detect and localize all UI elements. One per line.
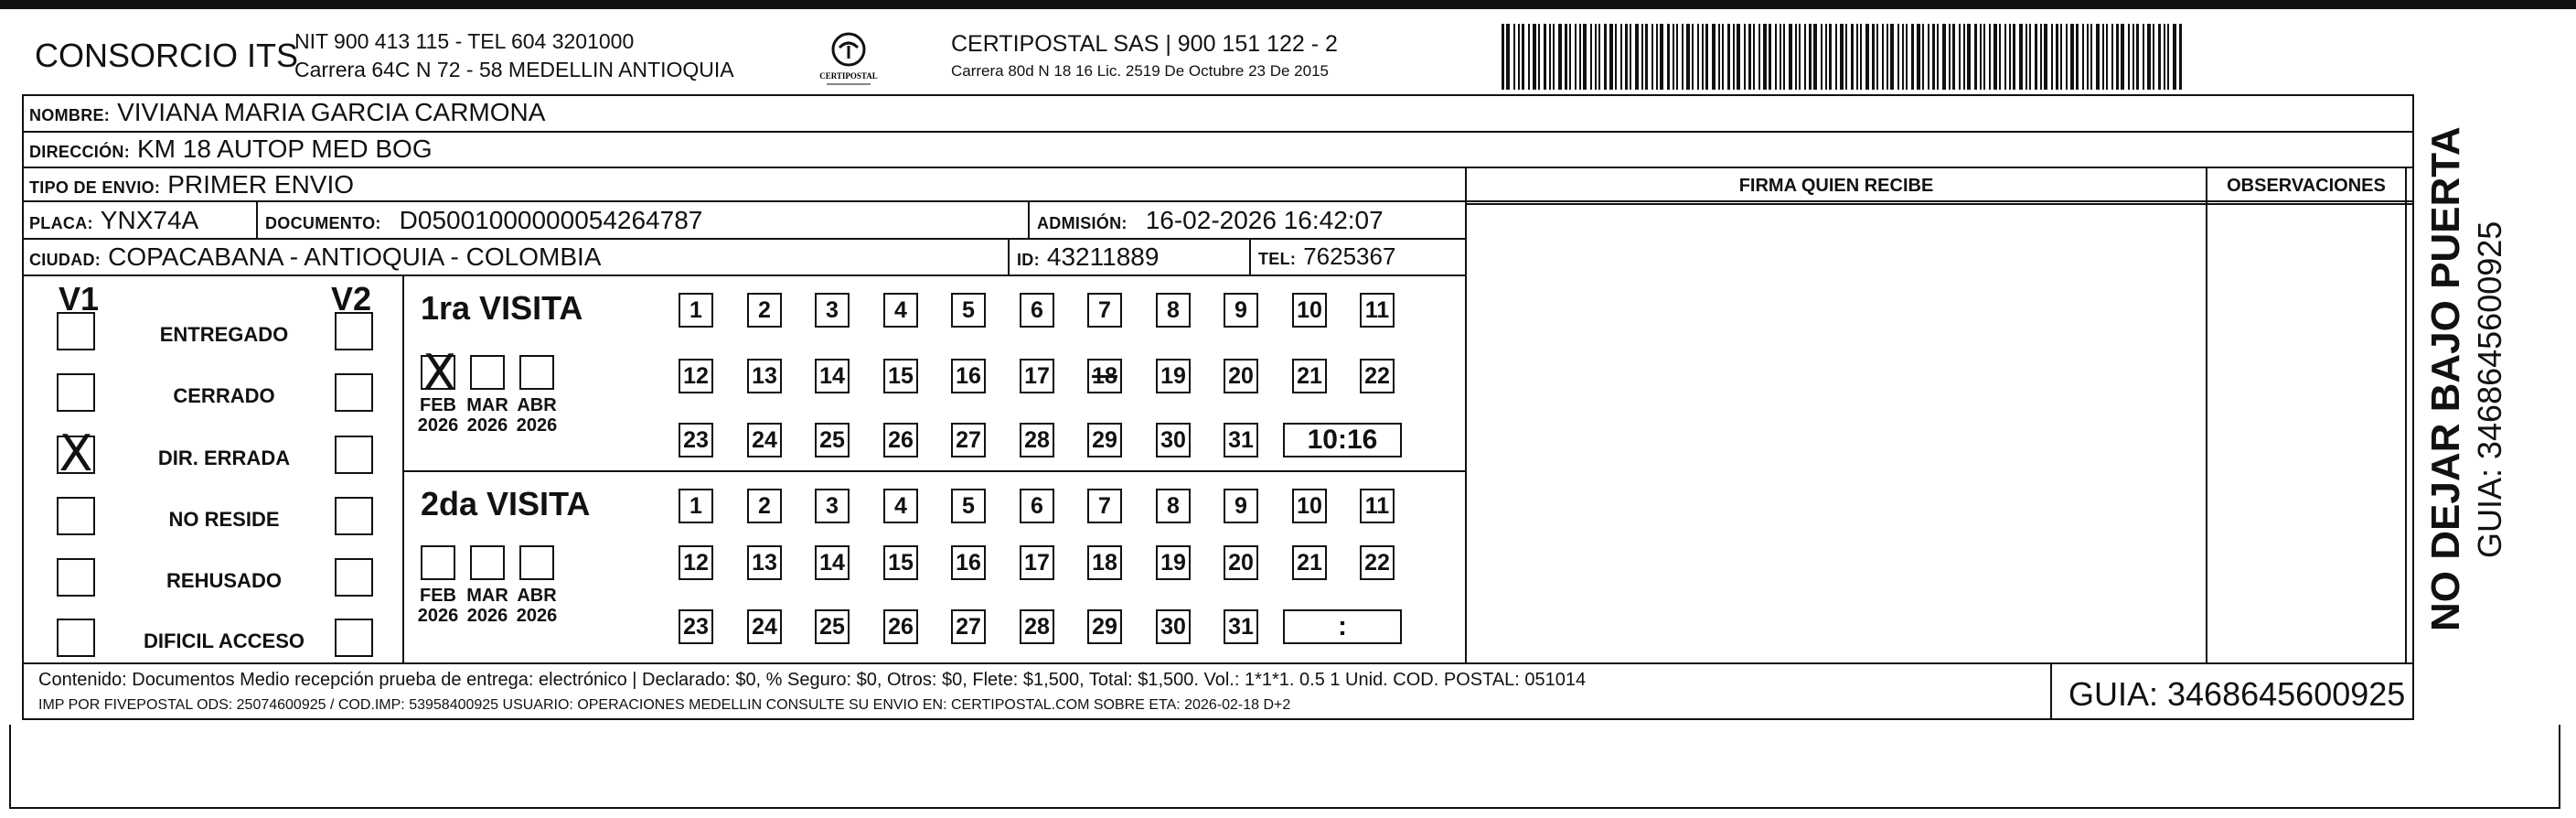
v2-checkbox[interactable] [335,312,373,350]
visit1-day-23[interactable]: 23 [679,423,713,457]
barcode-bar [1673,24,1674,90]
barcode-bar [1799,24,1801,90]
visit1-day-30[interactable]: 30 [1156,423,1191,457]
visit1-month-checkbox[interactable] [519,355,554,390]
v1-label: V1 [59,280,100,318]
nombre-value: VIVIANA MARIA GARCIA CARMONA [117,98,546,126]
barcode-bar [1780,24,1781,90]
month-year: 2026 [466,606,508,626]
barcode-bar [1835,24,1837,90]
visit2-day-6[interactable]: 6 [1020,489,1054,523]
barcode-bar [1974,24,1977,90]
visit1-day-12[interactable]: 12 [679,359,713,393]
v1-check-mark: X [59,425,93,482]
visit2-day-28[interactable]: 28 [1020,609,1054,644]
barcode-bar [1558,24,1562,90]
v1-checkbox[interactable] [57,373,95,412]
barcode-bar [1579,24,1581,90]
visit1-day-13[interactable]: 13 [747,359,782,393]
admision-value: 16-02-2026 16:42:07 [1145,206,1384,234]
barcode-bar [1590,24,1592,90]
barcode-bar [1575,24,1577,90]
visit2-day-11[interactable]: 11 [1360,489,1395,523]
certipostal-sub: Carrera 80d N 18 16 Lic. 2519 De Octubre 23 De 2015 [951,62,1329,80]
visit1-month-label [464,395,511,436]
barcode-bar [1963,24,1965,90]
barcode-bar [1980,24,1982,90]
visit2-day-4[interactable]: 4 [883,489,918,523]
barcode-bar [1804,24,1806,90]
tel-value: 7625367 [1303,242,1396,270]
footer-guia: GUIA: 3468645600925 [2068,675,2406,713]
barcode-bar [1595,24,1597,90]
barcode [1502,24,2187,90]
visit2-day-13[interactable]: 13 [747,545,782,580]
logo-text: CERTIPOSTAL [819,71,878,81]
barcode-bar [1906,24,1908,90]
barcode-bar [1615,24,1617,90]
barcode-bar [2076,24,2079,90]
barcode-bar [1775,24,1777,90]
visit2-day-26[interactable]: 26 [883,609,918,644]
barcode-bar [1620,24,1622,90]
visit1-day-21[interactable]: 21 [1292,359,1327,393]
visit2-day-3[interactable]: 3 [815,489,850,523]
barcode-bar [2111,24,2113,90]
tel-row [1258,242,1395,271]
top-edge-band [0,0,2576,9]
barcode-bar [1882,24,1884,90]
month-name: ABR [517,586,557,606]
barcode-bar [2128,24,2130,90]
visit1-day-16[interactable]: 16 [951,359,986,393]
nombre-row [29,98,545,127]
barcode-bar [1549,24,1551,90]
visit2-day-10[interactable]: 10 [1292,489,1327,523]
v1-checkbox[interactable] [57,497,95,535]
v2-checkbox[interactable] [335,497,373,535]
visit2-day-25[interactable]: 25 [815,609,850,644]
barcode-bar [1758,24,1760,90]
status-option-label: ENTREGADO [159,323,289,346]
v2-label: V2 [331,280,372,318]
visit1-day-19[interactable]: 19 [1156,359,1191,393]
barcode-bar [1872,24,1875,90]
firma-header: FIRMA QUIEN RECIBE [1738,176,1934,196]
month-name: ABR [517,395,557,415]
barcode-bar [1856,24,1858,90]
visit2-day-20[interactable]: 20 [1224,545,1258,580]
month-year: 2026 [466,415,508,436]
barcode-bar [1845,24,1847,90]
visit1-day-14[interactable]: 14 [815,359,850,393]
barcode-bar [2009,24,2011,90]
barcode-bar [1763,24,1767,90]
visit2-day-21[interactable]: 21 [1292,545,1327,580]
barcode-bar [1686,24,1690,90]
status-option-label: DIFICIL ACCESO [143,630,305,652]
barcode-bar [1813,24,1817,90]
id-row [1017,242,1159,272]
footer-imp: IMP POR FIVEPOSTAL ODS: 25074600925 / COD.IMP: 53958400925 USUARIO: OPERACIONES MEDELLIN CONSULTE SU ENVIO EN: CERTIPOSTAL.COM SOBRE ETA: 2026-02-18 D+2 [38,697,1291,713]
visit2-day-19[interactable]: 19 [1156,545,1191,580]
barcode-bar [1917,24,1920,90]
ciudad-value: COPACABANA - ANTIOQUIA - COLOMBIA [108,242,602,271]
barcode-bar [1522,24,1524,90]
visit2-day-24[interactable]: 24 [747,609,782,644]
visit2-day-2[interactable]: 2 [747,489,782,523]
visit1-day-3[interactable]: 3 [815,293,850,328]
nombre-label: NOMBRE: [29,106,111,124]
visit2-month-checkbox[interactable] [519,545,554,580]
barcode-bar [1604,24,1607,90]
direccion-row [29,135,433,164]
direccion-value: KM 18 AUTOP MED BOG [137,135,433,163]
visit2-month-checkbox[interactable] [421,545,455,580]
barcode-bar [1565,24,1567,90]
barcode-bar [2087,24,2089,90]
barcode-bar [1609,24,1613,90]
barcode-bar [1753,24,1755,90]
barcode-bar [1748,24,1751,90]
visit1-month-check-mark: X [422,344,456,402]
barcode-bar [1789,24,1792,90]
barcode-bar [1712,24,1716,90]
barcode-bar [1932,24,1935,90]
barcode-bar [1538,24,1540,90]
visit2-day-7[interactable]: 7 [1087,489,1122,523]
tel-label: TEL: [1258,250,1297,268]
barcode-bar [2019,24,2023,90]
barcode-bar [1937,24,1939,90]
company-name: CONSORCIO ITS [35,37,299,74]
barcode-bar [1682,24,1683,90]
visit1-month-label [513,395,561,436]
barcode-bar [1825,24,1827,90]
barcode-bar [1733,24,1735,90]
barcode-bar [2060,24,2062,90]
barcode-bar [1702,24,1704,90]
barcode-bar [2096,24,2100,90]
visit2-day-14[interactable]: 14 [815,545,850,580]
visit1-month-checkbox[interactable] [470,355,505,390]
placa-label: PLACA: [29,214,93,232]
barcode-bar [1829,24,1832,90]
visit2-day-17[interactable]: 17 [1020,545,1054,580]
barcode-bar [1890,24,1894,90]
barcode-bar [1865,24,1869,90]
barcode-bar [2029,24,2031,90]
visit2-day-30[interactable]: 30 [1156,609,1191,644]
visit1-day-17[interactable]: 17 [1020,359,1054,393]
lower-empty-box [9,725,2560,809]
tipo-value: PRIMER ENVIO [167,170,355,199]
month-year: 2026 [417,415,459,436]
barcode-bar [1999,24,2001,90]
barcode-bar [2040,24,2042,90]
month-year: 2026 [516,606,558,626]
visit2-day-29[interactable]: 29 [1087,609,1122,644]
barcode-bar [1783,24,1785,90]
barcode-bar [2173,24,2176,90]
certipostal-logo-icon [812,27,885,90]
barcode-bar [1697,24,1699,90]
barcode-bar [1989,24,1991,90]
visit1-month-checkbox[interactable] [421,344,456,402]
visit1-day-8[interactable]: 8 [1156,293,1191,328]
visit2-day-18[interactable]: 18 [1087,545,1122,580]
visit2-day-22[interactable]: 22 [1360,545,1395,580]
visit1-title: 1ra VISITA [421,289,583,327]
visit1-day-6[interactable]: 6 [1020,293,1054,328]
barcode-bar [1887,24,1888,90]
v2-checkbox[interactable] [335,558,373,597]
barcode-bar [2051,24,2053,90]
barcode-bar [1952,24,1955,90]
visit1-day-4[interactable]: 4 [883,293,918,328]
observaciones-header: OBSERVACIONES [2227,176,2386,196]
barcode-bar [2167,24,2169,90]
barcode-bar [1533,24,1536,90]
month-name: MAR [466,586,508,606]
barcode-bar [1897,24,1899,90]
v2-checkbox[interactable] [335,619,373,657]
footer-content: Contenido: Documentos Medio recepción prueba de entrega: electrónico | Declarado: $0, % Seguro: $0, Otros: $0, Flete: $1,500, Total: $1,500. Vol.: 1*1*1. 0.5 1 Unid. COD. POSTAL: 051014 [38,670,1587,690]
tipo-label: TIPO DE ENVIO: [29,178,161,197]
barcode-bar [1692,24,1694,90]
admision-row [1037,206,1384,235]
side-warning: NO DEJAR BAJO PUERTA [2423,126,2468,631]
barcode-bar [1942,24,1946,90]
barcode-bar [1718,24,1720,90]
barcode-bar [1911,24,1914,90]
barcode-bar [1722,24,1724,90]
barcode-bar [1651,24,1653,90]
side-guia: GUIA: 3468645600925 [2471,221,2508,558]
placa-value: YNX74A [100,206,199,234]
visit1-day-2[interactable]: 2 [747,293,782,328]
barcode-bar [1737,24,1740,90]
barcode-bar [2147,24,2151,90]
barcode-bar [1660,24,1663,90]
visit1-day-7[interactable]: 7 [1087,293,1122,328]
id-label: ID: [1017,251,1040,269]
barcode-bar [1569,24,1571,90]
status-option-label: NO RESIDE [168,508,280,531]
month-year: 2026 [516,415,558,436]
certipostal-line: CERTIPOSTAL SAS | 900 151 122 - 2 [951,31,1338,57]
visit1-day-27[interactable]: 27 [951,423,986,457]
visit2-title: 2da VISITA [421,485,591,522]
barcode-bar [1676,24,1678,90]
barcode-bar [2164,24,2165,90]
barcode-bar [1645,24,1648,90]
barcode-bar [1902,24,1904,90]
v1-checkbox[interactable] [57,312,95,350]
barcode-bar [1795,24,1797,90]
id-value: 43211889 [1046,242,1160,271]
barcode-bar [1922,24,1924,90]
barcode-bar [1993,24,1997,90]
visit2-time[interactable]: : [1283,609,1402,644]
barcode-bar [2044,24,2047,90]
barcode-bar [2026,24,2027,90]
barcode-bar [1744,24,1746,90]
visit1-day-28[interactable]: 28 [1020,423,1054,457]
month-name: FEB [420,395,456,415]
visit1-day-22[interactable]: 22 [1360,359,1395,393]
status-option-label: DIR. ERRADA [157,447,291,469]
barcode-bar [1959,24,1961,90]
barcode-bar [1598,24,1600,90]
company-address: Carrera 64C N 72 - 58 MEDELLIN ANTIOQUIA [294,58,734,81]
visit1-day-10[interactable]: 10 [1292,293,1327,328]
visit2-month-label [414,586,462,626]
barcode-bar [2116,24,2119,90]
barcode-bar [2132,24,2134,90]
barcode-bar [1630,24,1631,90]
barcode-bar [1513,24,1515,90]
barcode-bar [1625,24,1628,90]
visit2-day-9[interactable]: 9 [1224,489,1258,523]
barcode-bar [1528,24,1530,90]
barcode-bar [2179,24,2182,90]
barcode-bar [1656,24,1658,90]
visit2-day-31[interactable]: 31 [1224,609,1258,644]
month-year: 2026 [417,606,459,626]
barcode-bar [2013,24,2015,90]
v1-checkbox[interactable] [57,558,95,597]
visit2-month-checkbox[interactable] [470,545,505,580]
barcode-bar [1727,24,1730,90]
barcode-bar [1553,24,1555,90]
visit2-day-8[interactable]: 8 [1156,489,1191,523]
barcode-bar [2035,24,2037,90]
barcode-bar [1840,24,1844,90]
month-name: FEB [420,586,456,606]
barcode-bar [1635,24,1639,90]
barcode-bar [2136,24,2139,90]
barcode-bar [1641,24,1643,90]
barcode-bar [2066,24,2068,90]
direccion-label: DIRECCIÓN: [29,143,130,161]
visit1-day-11[interactable]: 11 [1360,293,1395,328]
visit1-month-label [414,395,462,436]
visit1-day-18[interactable]: 18 [1087,359,1122,393]
visit2-day-15[interactable]: 15 [883,545,918,580]
barcode-bar [2121,24,2124,90]
documento-row [265,206,702,235]
barcode-bar [2102,24,2104,90]
v2-checkbox[interactable] [335,436,373,474]
barcode-bar [1667,24,1670,90]
tipo-row [29,170,354,199]
visit2-day-16[interactable]: 16 [951,545,986,580]
visit2-day-5[interactable]: 5 [951,489,986,523]
visit2-day-12[interactable]: 12 [679,545,713,580]
barcode-bar [1876,24,1878,90]
barcode-bar [1506,24,1510,90]
visit2-day-27[interactable]: 27 [951,609,986,644]
month-name: MAR [466,395,508,415]
barcode-bar [2004,24,2006,90]
visit1-day-5[interactable]: 5 [951,293,986,328]
status-option-label: REHUSADO [166,569,282,592]
barcode-bar [2090,24,2092,90]
barcode-bar [1851,24,1854,90]
barcode-bar [2158,24,2161,90]
barcode-bar [2070,24,2074,90]
barcode-bar [1949,24,1951,90]
v1-checkbox[interactable] [57,425,95,482]
admision-label: ADMISIÓN: [1037,214,1128,232]
barcode-bar [1583,24,1587,90]
barcode-bar [1928,24,1929,90]
v1-checkbox[interactable] [57,619,95,657]
visit2-day-23[interactable]: 23 [679,609,713,644]
barcode-bar [1967,24,1971,90]
v2-checkbox[interactable] [335,373,373,412]
visit1-time[interactable]: 10:16 [1283,423,1402,457]
visit1-day-9[interactable]: 9 [1224,293,1258,328]
ciudad-row [29,242,601,272]
barcode-bar [1860,24,1862,90]
visit2-month-label [464,586,511,626]
visit1-day-29[interactable]: 29 [1087,423,1122,457]
status-option-label: CERRADO [173,384,275,407]
visit1-day-25[interactable]: 25 [815,423,850,457]
documento-value: D05001000000054264787 [399,206,703,234]
barcode-bar [1518,24,1520,90]
barcode-bar [2143,24,2144,90]
visit1-day-20[interactable]: 20 [1224,359,1258,393]
visit1-day-26[interactable]: 26 [883,423,918,457]
visit1-day-15[interactable]: 15 [883,359,918,393]
barcode-bar [1502,24,1504,90]
barcode-bar [2056,24,2058,90]
placa-row [29,206,198,235]
visit2-month-label [513,586,561,626]
visit1-day-31[interactable]: 31 [1224,423,1258,457]
barcode-bar [1705,24,1708,90]
barcode-bar [1544,24,1546,90]
visit2-day-1[interactable]: 1 [679,489,713,523]
visit1-day-1[interactable]: 1 [679,293,713,328]
barcode-bar [2106,24,2108,90]
company-nit: NIT 900 413 115 - TEL 604 3201000 [294,29,635,53]
barcode-bar [2153,24,2154,90]
barcode-bar [2082,24,2084,90]
barcode-bar [1769,24,1771,90]
barcode-bar [1821,24,1822,90]
barcode-bar [1809,24,1812,90]
ciudad-label: CIUDAD: [29,251,102,269]
visit1-day-24[interactable]: 24 [747,423,782,457]
barcode-bar [1983,24,1985,90]
documento-label: DOCUMENTO: [265,214,381,232]
